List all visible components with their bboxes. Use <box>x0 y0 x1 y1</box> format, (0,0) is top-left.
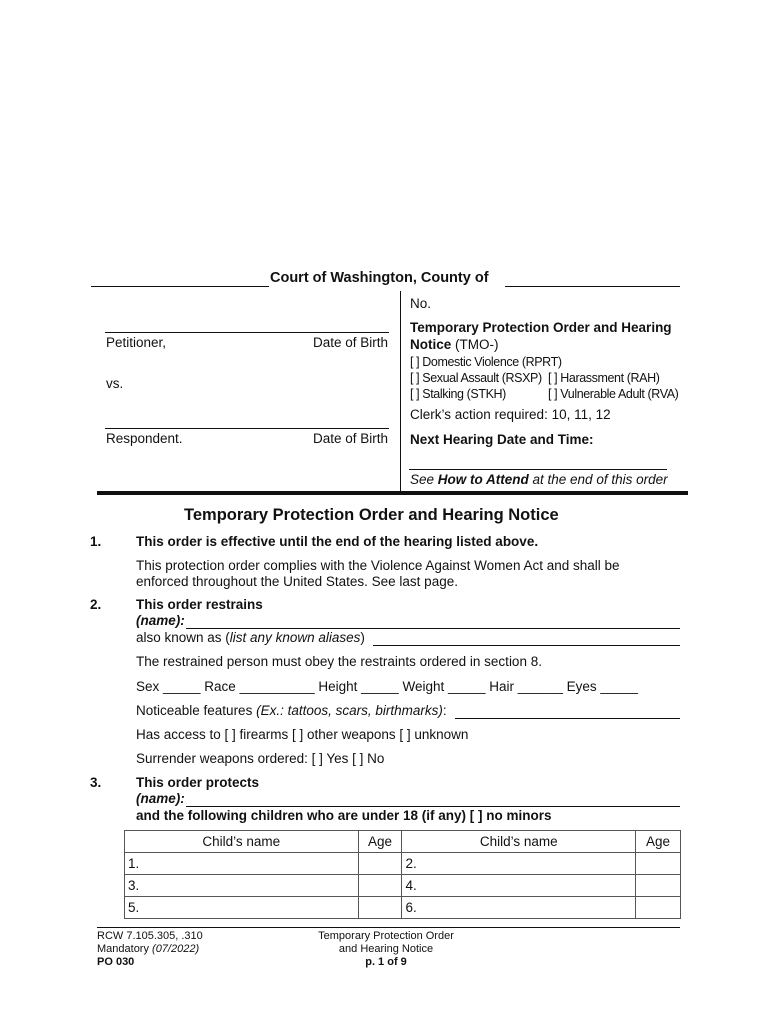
footer-center <box>286 930 486 969</box>
respondent-dob-label: Date of Birth <box>313 431 389 446</box>
mandatory-date: (07/2022) <box>152 943 200 955</box>
court-line: Court of Washington, County of <box>270 270 489 286</box>
child-age-cell[interactable] <box>358 875 402 897</box>
children-table-header <box>125 831 681 853</box>
footer-form-number: PO 030 <box>97 956 135 968</box>
child-age-cell[interactable] <box>636 897 681 919</box>
next-hearing-line[interactable] <box>409 469 667 470</box>
child-name-cell[interactable]: 2. <box>402 853 636 875</box>
child-name-cell[interactable]: 3. <box>125 875 359 897</box>
section-2-heading: This order restrains <box>136 597 263 612</box>
child-age-cell[interactable] <box>636 853 681 875</box>
child-name-cell[interactable]: 4. <box>402 875 636 897</box>
features-post: : <box>442 703 447 718</box>
obey-restraints-text: The restrained person must obey the restraints ordered in section 8. <box>136 654 542 669</box>
court-blank-right <box>505 286 680 287</box>
next-hearing-label: Next Hearing Date and Time: <box>410 432 594 447</box>
order-title-code: (TMO-) <box>451 337 499 352</box>
restrained-name-field[interactable] <box>186 628 680 629</box>
table-row <box>125 853 681 875</box>
child-age-cell[interactable] <box>636 875 681 897</box>
section-2-number: 2. <box>90 597 102 612</box>
case-type-dv: [ ] Domestic Violence (RPRT) <box>410 355 562 369</box>
section-1-number: 1. <box>90 534 102 549</box>
main-title: Temporary Protection Order and Hearing Notice <box>184 506 559 524</box>
see-pre: See <box>410 472 438 487</box>
aliases-pre: also known as ( <box>136 630 230 645</box>
section-3-heading: This order protects <box>136 775 260 790</box>
section-1-text-line2: enforced throughout the United States. See last page. <box>136 574 458 589</box>
aliases-post: ) <box>360 630 365 645</box>
see-post: at the end of this order <box>528 472 668 487</box>
petitioner-line <box>105 332 389 333</box>
how-to-attend-link: How to Attend <box>437 472 529 487</box>
surrender-weapons-checkboxes[interactable]: Surrender weapons ordered: [ ] Yes [ ] No <box>136 751 385 766</box>
section-3-number: 3. <box>90 775 102 790</box>
noticeable-features-label <box>136 703 447 718</box>
child-name-header: Child’s name <box>402 831 636 853</box>
mandatory-pre: Mandatory <box>97 943 153 955</box>
physical-description[interactable]: Sex _____ Race __________ Height _____ Weight _____ Hair ______ Eyes _____ <box>136 679 638 694</box>
respondent-label: Respondent. <box>106 431 183 446</box>
case-type-stalking: [ ] Stalking (STKH) <box>410 387 506 401</box>
child-age-cell[interactable] <box>358 897 402 919</box>
petitioner-dob-label: Date of Birth <box>313 335 389 350</box>
noticeable-features-field[interactable] <box>455 718 680 719</box>
restrained-name-label: (name): <box>136 613 185 628</box>
respondent-line <box>105 428 389 429</box>
features-pre: Noticeable features <box>136 703 257 718</box>
child-age-cell[interactable] <box>358 853 402 875</box>
footer-page-number: p. 1 of 9 <box>365 956 407 968</box>
aliases-field[interactable] <box>373 645 680 646</box>
vs-label: vs. <box>106 376 124 391</box>
table-row <box>125 897 681 919</box>
aliases-label <box>136 630 365 645</box>
footer-rule <box>97 927 680 928</box>
caption-thick-rule <box>97 491 688 495</box>
children-line[interactable]: and the following children who are under 18 (if any) [ ] no minors <box>136 808 552 823</box>
age-header: Age <box>636 831 681 853</box>
footer-mandatory <box>97 943 203 956</box>
footer-title-1: Temporary Protection Order <box>318 930 454 942</box>
petitioner-label: Petitioner, <box>106 335 167 350</box>
case-type-vulnerable-adult: [ ] Vulnerable Adult (RVA) <box>548 387 679 401</box>
court-blank-left <box>91 286 269 287</box>
children-table <box>124 830 681 919</box>
section-1-text-line1: This protection order complies with the Violence Against Women Act and shall be <box>136 558 620 573</box>
features-italic: (Ex.: tattoos, scars, birthmarks) <box>256 703 443 718</box>
aliases-italic: list any known aliases <box>229 630 361 645</box>
weapons-access-checkboxes[interactable]: Has access to [ ] firearms [ ] other weapons [ ] unknown <box>136 727 469 742</box>
child-name-cell[interactable]: 6. <box>402 897 636 919</box>
footer-rcw: RCW 7.105.305, .310 <box>97 930 203 942</box>
case-type-harassment: [ ] Harassment (RAH) <box>548 371 660 385</box>
section-1-heading: This order is effective until the end of the hearing listed above. <box>136 534 539 549</box>
case-number-label: No. <box>410 296 432 311</box>
protected-name-field[interactable] <box>186 806 680 807</box>
table-row <box>125 875 681 897</box>
how-to-attend-note <box>410 472 668 487</box>
footer-title-2: and Hearing Notice <box>338 943 434 955</box>
order-title-bold: Temporary Protection Order and Hearing Notice <box>410 320 672 352</box>
case-type-sa: [ ] Sexual Assault (RSXP) <box>410 371 542 385</box>
age-header: Age <box>358 831 402 853</box>
child-name-header: Child’s name <box>125 831 359 853</box>
order-title-caption <box>410 319 685 353</box>
clerk-action: Clerk’s action required: 10, 11, 12 <box>410 407 611 422</box>
protected-name-label: (name): <box>136 791 185 806</box>
caption-divider <box>400 291 401 491</box>
child-name-cell[interactable]: 1. <box>125 853 359 875</box>
child-name-cell[interactable]: 5. <box>125 897 359 919</box>
footer-left <box>97 930 203 969</box>
